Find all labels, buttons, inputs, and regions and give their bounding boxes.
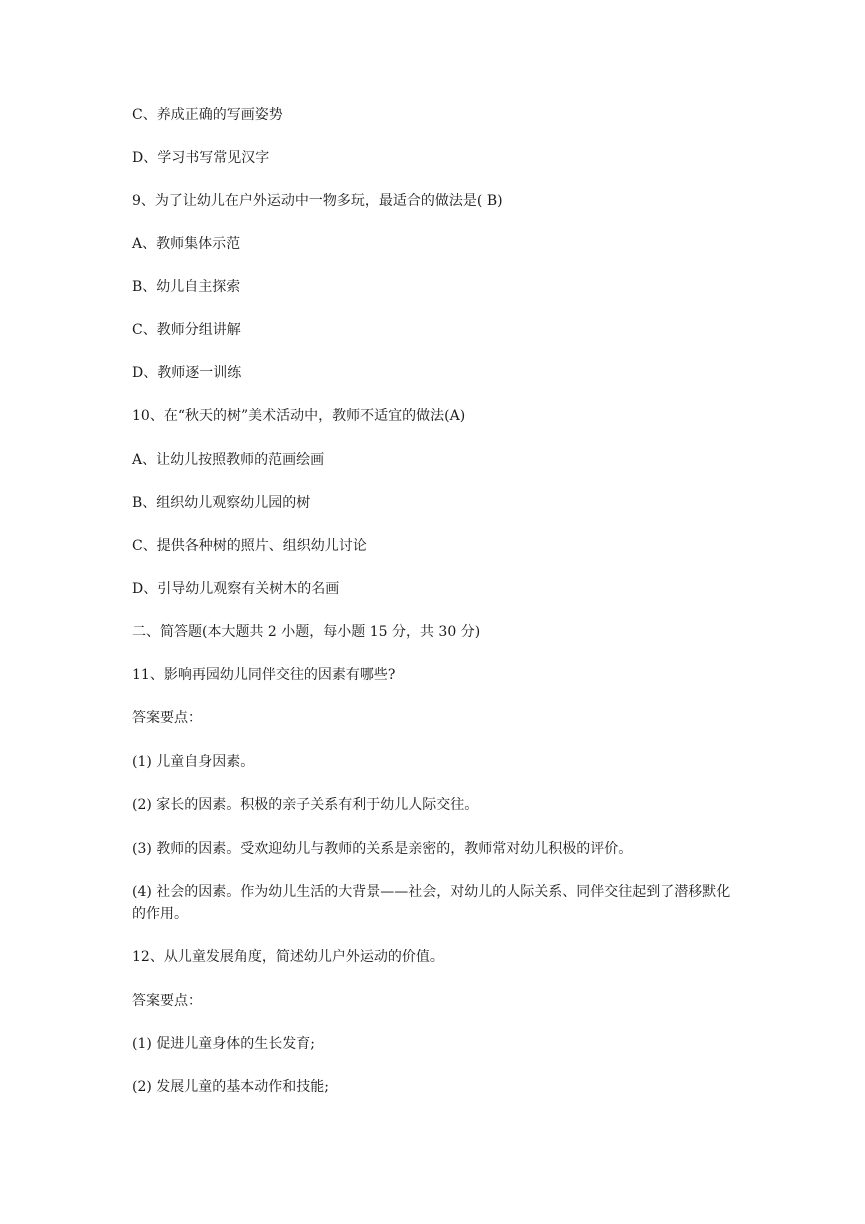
q11-answer-label: 答案要点： (132, 710, 202, 726)
section-heading: 二、简答题(本大题共 2 小题，每小题 15 分，共 30 分) (132, 624, 481, 640)
q11-point-1: (1) 儿童自身因素。 (132, 754, 255, 770)
question-12: 12、从儿童发展角度，简述幼儿户外运动的价值。 (132, 949, 444, 965)
q9-option-a: A、教师集体示范 (132, 236, 241, 252)
q12-answer-label: 答案要点： (132, 993, 202, 1009)
q11-point-2: (2) 家长的因素。积极的亲子关系有利于幼儿人际交往。 (132, 797, 479, 813)
q10-option-a: A、让幼儿按照教师的范画绘画 (132, 452, 325, 468)
q10-option-d: D、引导幼儿观察有关树木的名画 (132, 581, 340, 597)
q12-point-1: (1) 促进儿童身体的生长发育; (132, 1036, 315, 1052)
q10-option-c: C、提供各种树的照片、组织幼儿讨论 (132, 538, 367, 554)
question-10: 10、在“秋天的树”美术活动中，教师不适宜的做法(A) (132, 408, 466, 424)
q10-option-b: B、组织幼儿观察幼儿园的树 (132, 495, 311, 511)
q9-option-c: C、教师分组讲解 (132, 322, 241, 338)
question-11: 11、影响再园幼儿同伴交往的因素有哪些? (132, 667, 396, 683)
q9-option-d: D、教师逐一训练 (132, 365, 242, 381)
q11-point-3: (3) 教师的因素。受欢迎幼儿与教师的关系是亲密的，教师常对幼儿积极的评价。 (132, 841, 633, 857)
question-9: 9、为了让幼儿在户外运动中一物多玩，最适合的做法是( B) (132, 193, 503, 209)
option-d-line: D、学习书写常见汉字 (132, 150, 270, 166)
q11-point-4: (4) 社会的因素。作为幼儿生活的大背景——社会，对幼儿的人际关系、同伴交往起到了潜移默化的作用。 (132, 884, 731, 922)
q12-point-2: (2) 发展儿童的基本动作和技能; (132, 1079, 329, 1095)
option-c-line: C、养成正确的写画姿势 (132, 107, 283, 123)
q9-option-b: B、幼儿自主探索 (132, 279, 241, 295)
